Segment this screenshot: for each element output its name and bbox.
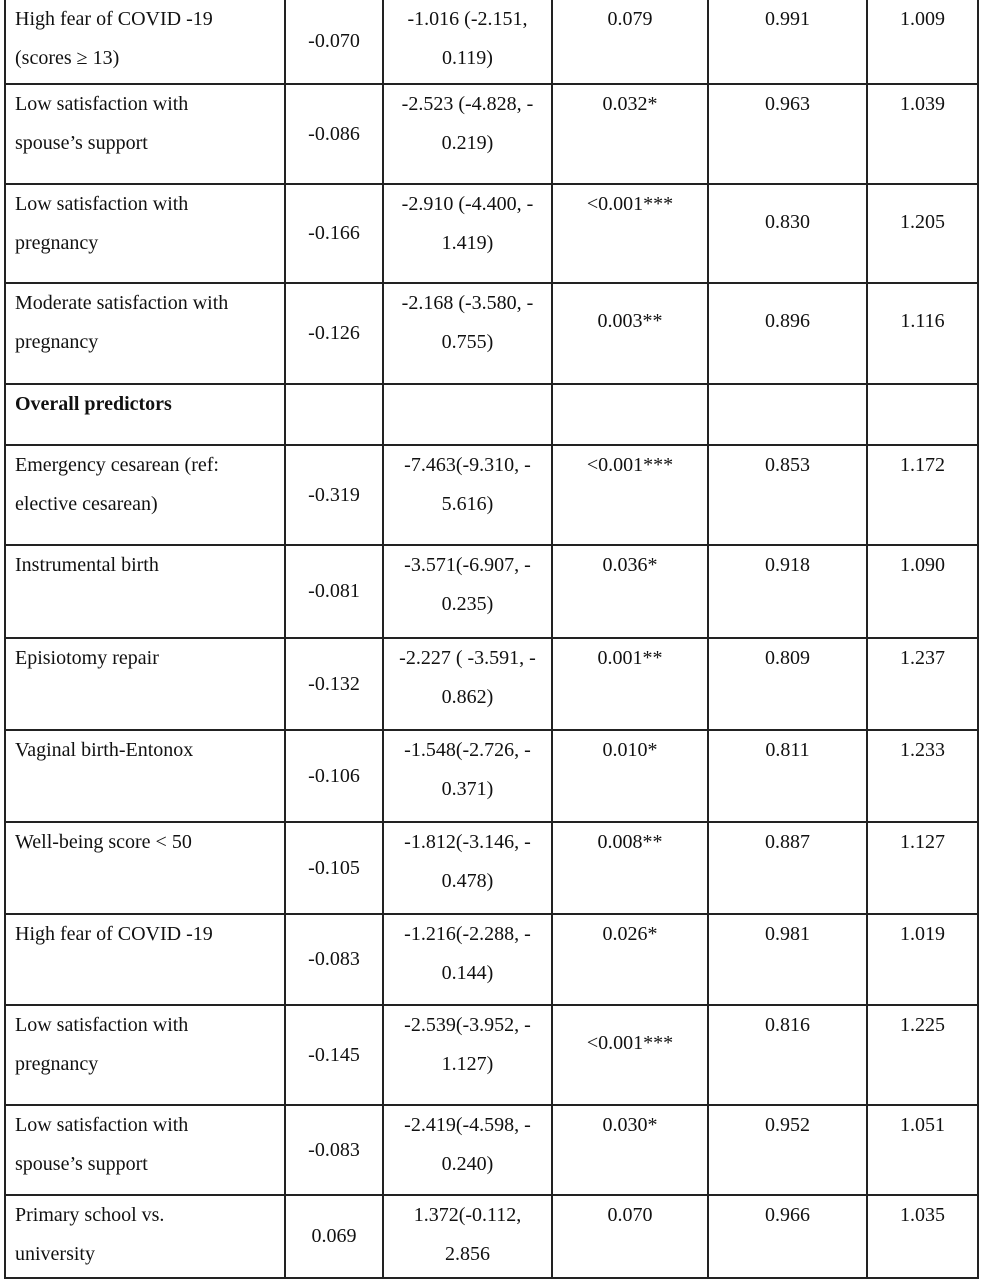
tolerance-cell — [708, 545, 867, 638]
p-value-cell — [552, 730, 708, 822]
predictor-label-line: Episiotomy repair — [15, 647, 159, 669]
ci-line: 1.372(-0.112, — [413, 1204, 522, 1226]
tolerance-cell — [708, 730, 867, 822]
ci-cell — [383, 283, 552, 384]
tolerance-value: 0.816 — [765, 1014, 810, 1036]
vif-cell — [867, 1195, 978, 1278]
vif-cell — [867, 545, 978, 638]
tolerance-cell — [708, 638, 867, 730]
p-value: 0.079 — [607, 8, 653, 30]
empty-cell — [867, 384, 978, 445]
predictor-cell — [5, 1005, 285, 1105]
predictor-label-line: spouse’s support — [15, 132, 148, 154]
table-row — [5, 730, 978, 822]
table-row — [5, 914, 978, 1005]
tolerance-value: 0.981 — [765, 923, 810, 945]
predictor-label-line: Low satisfaction with — [15, 1014, 189, 1036]
predictor-label-line: Instrumental birth — [15, 554, 159, 576]
beta-value: -0.126 — [308, 322, 360, 344]
predictor-cell — [5, 545, 285, 638]
predictor-label-line: (scores ≥ 13) — [15, 47, 120, 69]
ci-line: -3.571(-6.907, - — [404, 554, 531, 576]
vif-value: 1.127 — [900, 831, 945, 853]
tolerance-value: 0.896 — [765, 310, 810, 332]
section-header: Overall predictors — [15, 393, 172, 415]
vif-value: 1.233 — [900, 739, 945, 761]
predictor-label-line: Low satisfaction with — [15, 93, 189, 115]
predictor-label-line: Well-being score < 50 — [15, 831, 192, 853]
p-value-cell — [552, 638, 708, 730]
ci-line: 0.371) — [441, 778, 494, 800]
ci-line: -2.168 (-3.580, - — [401, 292, 534, 314]
empty-cell — [383, 384, 552, 445]
p-value-cell — [552, 283, 708, 384]
vif-cell — [867, 1105, 978, 1195]
ci-cell — [383, 914, 552, 1005]
ci-line: -2.419(-4.598, - — [404, 1114, 531, 1136]
ci-line: 5.616) — [441, 493, 494, 515]
beta-cell — [285, 0, 383, 84]
p-value: <0.001*** — [586, 1032, 674, 1054]
predictor-cell — [5, 84, 285, 184]
p-value-cell — [552, 445, 708, 545]
predictor-label-line: Low satisfaction with — [15, 193, 189, 215]
predictor-label-line: spouse’s support — [15, 1153, 148, 1175]
tolerance-cell — [708, 283, 867, 384]
vif-cell — [867, 445, 978, 545]
table-row — [5, 1005, 978, 1105]
predictor-label-line: Primary school vs. — [15, 1204, 165, 1226]
table-row — [5, 545, 978, 638]
ci-cell — [383, 730, 552, 822]
table-row — [5, 1105, 978, 1195]
beta-cell — [285, 914, 383, 1005]
predictor-cell — [5, 445, 285, 545]
table-row — [5, 445, 978, 545]
section-header-cell — [5, 384, 285, 445]
ci-line: -7.463(-9.310, - — [404, 454, 531, 476]
ci-line: 0.219) — [441, 132, 494, 154]
p-value: 0.001** — [597, 647, 663, 669]
tolerance-cell — [708, 445, 867, 545]
vif-value: 1.205 — [900, 211, 945, 233]
beta-value: -0.070 — [308, 30, 360, 52]
predictor-label-line: university — [15, 1243, 95, 1265]
tolerance-value: 0.966 — [765, 1204, 810, 1226]
ci-line: 0.119) — [442, 47, 493, 69]
vif-cell — [867, 84, 978, 184]
predictor-label-line: elective cesarean) — [15, 493, 158, 515]
table-row — [5, 283, 978, 384]
ci-cell — [383, 545, 552, 638]
ci-line: -1.812(-3.146, - — [404, 831, 531, 853]
p-value-cell — [552, 184, 708, 283]
ci-cell — [383, 184, 552, 283]
tolerance-cell — [708, 1195, 867, 1278]
predictor-label-line: Moderate satisfaction with — [15, 292, 229, 314]
p-value: 0.030* — [602, 1114, 658, 1136]
vif-cell — [867, 1005, 978, 1105]
predictor-label-line: pregnancy — [15, 1053, 99, 1075]
p-value-cell — [552, 1105, 708, 1195]
ci-line: 2.856 — [445, 1243, 490, 1265]
ci-cell — [383, 1105, 552, 1195]
tolerance-cell — [708, 84, 867, 184]
ci-line: 0.144) — [441, 962, 494, 984]
ci-line: -1.216(-2.288, - — [404, 923, 531, 945]
ci-cell — [383, 0, 552, 84]
ci-cell — [383, 445, 552, 545]
beta-cell — [285, 1105, 383, 1195]
vif-value: 1.035 — [900, 1204, 945, 1226]
p-value: 0.003** — [597, 310, 663, 332]
beta-cell — [285, 730, 383, 822]
p-value: 0.070 — [607, 1204, 653, 1226]
predictor-cell — [5, 184, 285, 283]
beta-cell — [285, 638, 383, 730]
vif-value: 1.090 — [900, 554, 945, 576]
tolerance-value: 0.991 — [765, 8, 810, 30]
predictor-label-line: Emergency cesarean (ref: — [15, 454, 219, 476]
ci-cell — [383, 1005, 552, 1105]
predictor-label-line: High fear of COVID -19 — [15, 923, 213, 945]
vif-value: 1.039 — [900, 93, 945, 115]
p-value: <0.001*** — [586, 193, 674, 215]
p-value-cell — [552, 914, 708, 1005]
p-value: 0.010* — [602, 739, 658, 761]
predictor-cell — [5, 1105, 285, 1195]
beta-value: -0.086 — [308, 122, 360, 145]
beta-value: 0.069 — [311, 1225, 357, 1247]
tolerance-cell — [708, 822, 867, 914]
vif-cell — [867, 283, 978, 384]
p-value-cell — [552, 0, 708, 84]
vif-value: 1.009 — [900, 8, 945, 30]
beta-cell — [285, 1195, 383, 1278]
beta-value: -0.166 — [308, 222, 360, 244]
beta-value: -0.083 — [308, 1138, 360, 1161]
beta-cell — [285, 445, 383, 545]
p-value-cell — [552, 1005, 708, 1105]
tolerance-cell — [708, 0, 867, 84]
predictor-label-line: Vaginal birth-Entonox — [15, 739, 194, 761]
vif-cell — [867, 914, 978, 1005]
ci-line: 0.240) — [441, 1153, 494, 1175]
predictor-cell — [5, 0, 285, 84]
ci-line: -1.548(-2.726, - — [404, 739, 531, 761]
predictor-label-line: High fear of COVID -19 — [15, 8, 213, 30]
table-row — [5, 84, 978, 184]
vif-value: 1.237 — [900, 647, 945, 669]
ci-line: -2.523 (-4.828, - — [401, 93, 534, 115]
vif-cell — [867, 0, 978, 84]
p-value: 0.036* — [602, 554, 658, 576]
vif-value: 1.051 — [900, 1114, 945, 1136]
ci-line: -2.539(-3.952, - — [404, 1014, 531, 1036]
table-row — [5, 638, 978, 730]
vif-value: 1.019 — [900, 923, 945, 945]
beta-cell — [285, 84, 383, 184]
vif-value: 1.225 — [900, 1014, 945, 1036]
p-value: 0.008** — [597, 831, 663, 853]
ci-line: -2.227 ( -3.591, - — [399, 647, 536, 669]
vif-cell — [867, 638, 978, 730]
ci-line: 1.419) — [441, 232, 494, 254]
ci-cell — [383, 822, 552, 914]
regression-table — [4, 0, 979, 1279]
p-value-cell — [552, 822, 708, 914]
tolerance-value: 0.963 — [765, 93, 810, 115]
predictor-cell — [5, 730, 285, 822]
tolerance-value: 0.830 — [765, 211, 810, 233]
ci-line: 0.755) — [441, 331, 494, 353]
table-row — [5, 822, 978, 914]
p-value-cell — [552, 84, 708, 184]
table-body — [5, 0, 978, 1278]
tolerance-value: 0.811 — [765, 739, 810, 761]
tolerance-value: 0.853 — [765, 454, 810, 476]
beta-value: -0.106 — [308, 764, 360, 787]
p-value-cell — [552, 545, 708, 638]
tolerance-value: 0.809 — [765, 647, 810, 669]
tolerance-cell — [708, 1105, 867, 1195]
predictor-cell — [5, 914, 285, 1005]
ci-cell — [383, 638, 552, 730]
ci-line: 0.862) — [441, 686, 494, 708]
beta-value: -0.105 — [308, 856, 360, 879]
beta-cell — [285, 1005, 383, 1105]
p-value-cell — [552, 1195, 708, 1278]
ci-cell — [383, 84, 552, 184]
predictor-label-line: Low satisfaction with — [15, 1114, 189, 1136]
predictor-cell — [5, 638, 285, 730]
ci-line: 0.235) — [441, 593, 494, 615]
ci-line: 1.127) — [441, 1053, 494, 1075]
beta-value: -0.081 — [308, 580, 360, 602]
p-value: <0.001*** — [586, 454, 674, 476]
predictor-label-line: pregnancy — [15, 232, 99, 254]
predictor-cell — [5, 822, 285, 914]
tolerance-cell — [708, 184, 867, 283]
table-row — [5, 1195, 978, 1278]
beta-value: -0.083 — [308, 948, 360, 970]
table-row — [5, 184, 978, 283]
beta-cell — [285, 283, 383, 384]
tolerance-value: 0.952 — [765, 1114, 810, 1136]
vif-value: 1.172 — [900, 454, 945, 476]
ci-cell — [383, 1195, 552, 1278]
beta-value: -0.319 — [308, 483, 360, 506]
ci-line: -1.016 (-2.151, — [407, 8, 528, 30]
predictor-cell — [5, 1195, 285, 1278]
ci-line: -2.910 (-4.400, - — [401, 193, 534, 215]
tolerance-cell — [708, 914, 867, 1005]
tolerance-value: 0.887 — [765, 831, 810, 853]
p-value: 0.032* — [602, 93, 658, 115]
beta-cell — [285, 184, 383, 283]
beta-cell — [285, 822, 383, 914]
vif-value: 1.116 — [900, 310, 945, 332]
empty-cell — [552, 384, 708, 445]
table-row — [5, 384, 978, 445]
beta-value: -0.132 — [308, 672, 360, 695]
p-value: 0.026* — [602, 923, 658, 945]
table-row — [5, 0, 978, 84]
empty-cell — [285, 384, 383, 445]
beta-cell — [285, 545, 383, 638]
tolerance-cell — [708, 1005, 867, 1105]
vif-cell — [867, 184, 978, 283]
tolerance-value: 0.918 — [765, 554, 810, 576]
vif-cell — [867, 730, 978, 822]
vif-cell — [867, 822, 978, 914]
predictor-cell — [5, 283, 285, 384]
predictor-label-line: pregnancy — [15, 331, 99, 353]
empty-cell — [708, 384, 867, 445]
beta-value: -0.145 — [308, 1043, 360, 1066]
ci-line: 0.478) — [441, 870, 494, 892]
